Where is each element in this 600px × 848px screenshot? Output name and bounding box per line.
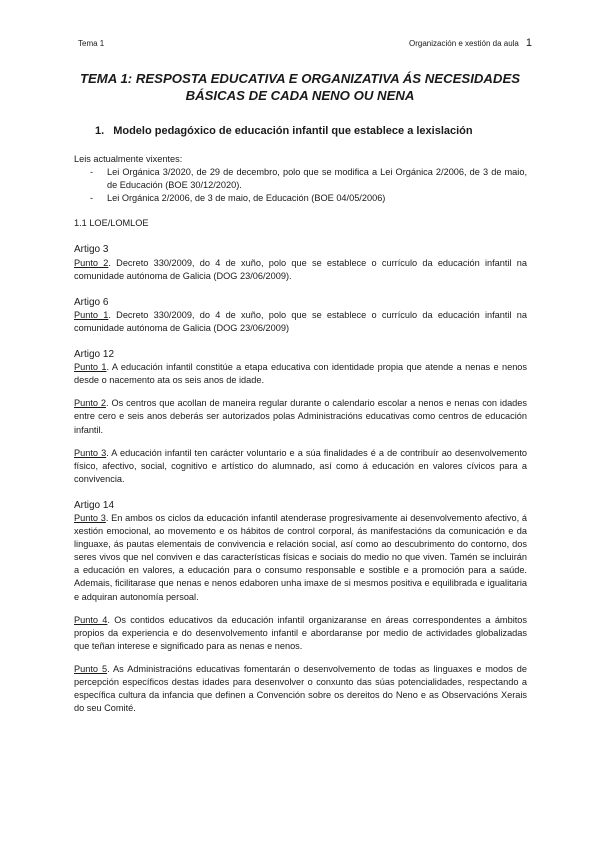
article-12-punto-1 [74, 361, 527, 387]
subsection-heading: 1.1 LOE/LOMLOE [74, 218, 149, 229]
punto-label: Punto 1 [74, 309, 109, 320]
page-number: 1 [525, 37, 532, 49]
punto-text: . As Administracións educativas fomentarán o desenvolvemento de todas as linguaxes e modos de percepción específicos destas idades para desenvolver o conxunto das súas potencialidades, respectando a específica cultura da infancia que definen a Convención sobre os dereitos do Neno e as Observacións Xerais do seu Comité. [74, 663, 528, 714]
article-14-punto-3 [74, 512, 527, 604]
laws-item-text: Lei Orgánica 2/2006, de 3 de maio, de Educación (BOE 04/05/2006) [107, 193, 386, 204]
article-6-punto-1 [74, 309, 527, 335]
punto-label: Punto 2 [74, 257, 109, 268]
laws-item [74, 166, 527, 192]
document-body [74, 153, 527, 715]
header-right [409, 37, 532, 49]
article-3-title: Artigo 3 [74, 244, 109, 256]
punto-text: . A educación infantil ten carácter voluntario e a súa finalidades é a de contribuír ao desenvolvemento físico, afectivo, social, cognitivo e artístico do alumnado, así como á educación en valores cívicos para a convivencia. [74, 447, 527, 484]
document-title [70, 70, 530, 104]
laws-item [74, 192, 527, 205]
punto-label: Punto 1 [74, 362, 107, 373]
header-left: Tema 1 [78, 39, 105, 48]
article-3-punto-2 [74, 257, 527, 283]
punto-label: Punto 2 [74, 398, 107, 409]
laws-item-text: Lei Orgánica 3/2020, de 29 de decembro, polo que se modifica a Lei Orgánica 2/2006, de 3 de maio, de Educación (BOE 30/12/2020). [107, 167, 527, 191]
article-14-punto-5 [74, 663, 527, 715]
title-line-2: BÁSICAS DE CADA NENO OU NENA [185, 88, 415, 103]
article-14-punto-4 [74, 614, 527, 653]
punto-label: Punto 3 [74, 512, 106, 523]
section-heading [95, 125, 473, 137]
punto-text: . Decreto 330/2009, do 4 de xuño, polo que se establece o currículo da educación infantil na comunidade autónoma de Galicia (DOG 23/06/2009). [74, 257, 527, 281]
punto-label: Punto 5 [74, 663, 108, 674]
article-14-title: Artigo 14 [74, 499, 115, 511]
punto-label: Punto 3 [74, 447, 107, 458]
article-12-punto-2 [74, 397, 527, 436]
laws-intro: Leis actualmente vixentes: [74, 154, 183, 164]
section-number: 1. [95, 125, 105, 137]
dash-bullet: - [90, 167, 94, 178]
dash-bullet: - [90, 193, 94, 204]
title-line-1: TEMA 1: RESPOSTA EDUCATIVA E ORGANIZATIVA ÁS NECESIDADES [79, 71, 521, 86]
punto-text: . Os contidos educativos da educación infantil organizaranse en áreas correspondentes a ámbitos propios da experiencia e do desenvolvemento infantil e abordaranse por medio de actividades globalizadas que teñan interese e significado para as nenas e nenos. [74, 614, 527, 651]
laws-list [74, 166, 527, 205]
punto-label: Punto 4 [74, 614, 108, 625]
punto-text: . Decreto 330/2009, do 4 de xuño, polo que se establece o currículo da educación infantil na comunidade autónoma de Galicia (DOG 23/06/2009) [74, 309, 527, 333]
article-12-title: Artigo 12 [74, 349, 115, 361]
article-6-title: Artigo 6 [74, 296, 109, 308]
section-heading-text: Modelo pedagóxico de educación infantil que establece a lexislación [113, 125, 473, 137]
punto-text: . A educación infantil constitúe a etapa educativa con identidade propia que atende a nenas e nenos desde o nacemento ata os seis anos de idade. [74, 362, 528, 386]
punto-text: . En ambos os ciclos da educación infantil atenderase progresivamente ai desenvolvemento afectivo, á xestión emocional, ao movemento e os hábitos de control corporal, ás manifestacións da comunicación e da linguaxe, ás pautas elementais de convivencia e relación social, así como ao descubrimento do contorno, dos seres vivos que nel conviven e das características físicas e sociais do medio no que viven. Tamén se incluirán a educación en valores, a educación para o consumo responsable e sostible e a promoción para a saúde. Ademais, ficilitarase que nenas e nenos edaboren unha imaxe de si mesmos positiva e equilibrada e igualitaria e adquiran autonomía persoal. [74, 512, 527, 602]
punto-text: . Os centros que acollan de maneira regular durante o calendario escolar a nenos e nenas con idades entre cero e seis anos deberás ser autorizados polas Administracións educativas como centros de educación infantil. [74, 398, 527, 435]
article-12-punto-3 [74, 447, 527, 486]
header-right-text: Organización e xestión da aula [409, 39, 519, 48]
